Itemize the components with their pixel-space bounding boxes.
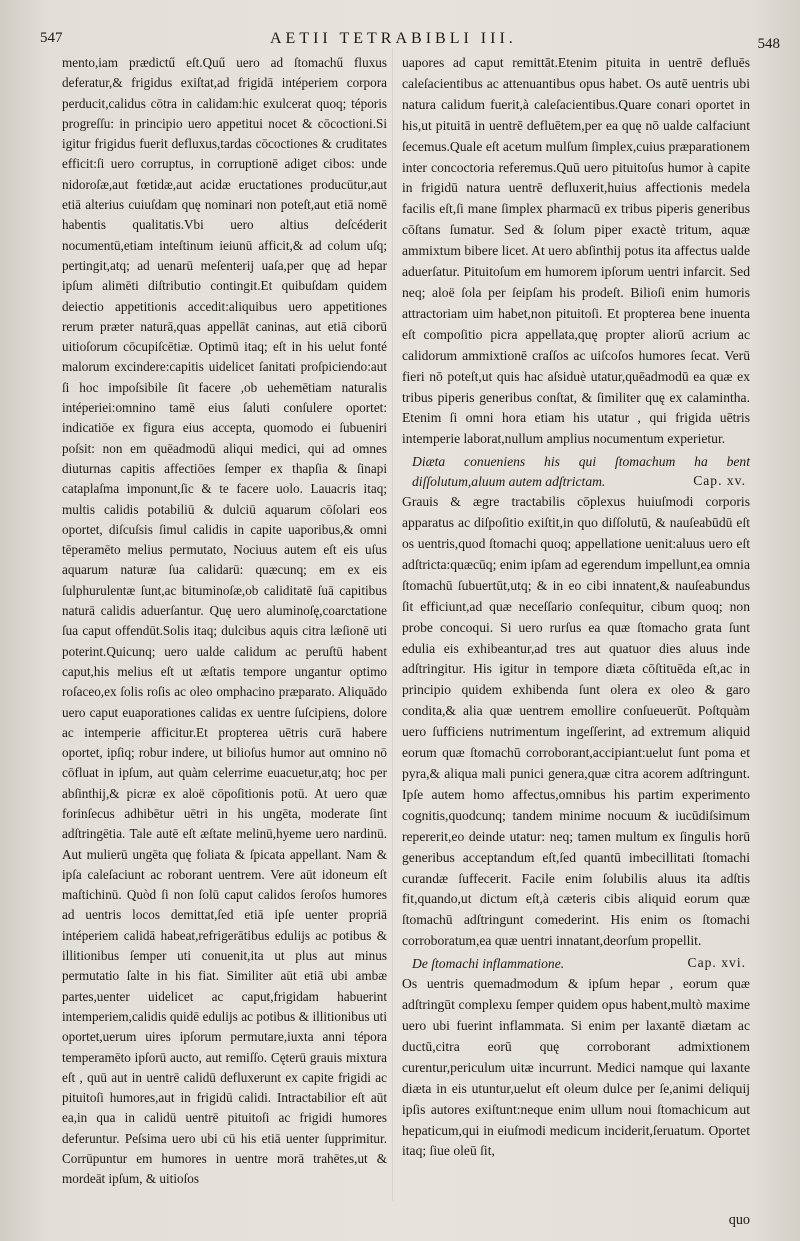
column-gutter [392, 48, 393, 1201]
folio-number-right: 548 [757, 36, 780, 52]
chapter-title-xv: Diæta conueniens his qui ſtomachum ha bent diſſolutum,aluum autem adſtrictam. [412, 454, 750, 490]
right-paragraph-2: Grauis & ægre tractabilis cōplexus huiuſmodi corporis apparatus ac diſpoſitio exiſtit,in quo diſſolutū, & nauſeabūdū eſt os uentris,quod ſtomachi quoq; appellatione uenit:aluus uero eſt adſtricta:quæcūq; enim ipſam ad egerendum impellunt,ea omnia ſtomachū ſubuertūt,utq; & in eo cibi innatent,& nauſeabundus ſit efficiunt,ad quæ neceſſario conſequitur, cibum quoq; non probe concoqui. Si uero rurſus ea quæ ſtomacho grata ſunt edulia eis exhibeantur,ad tres aut quatuor dies aluus inde adſtringitur. His igitur in tempore diæta cōſtituēda eſt,ac in principio quidem exhibenda ſunt olera ex oleo & garo condita,& alia quæ uentrem emollire conſueuerūt. Poſtquàm uero ſufficiens nutrimentum ingeſſerint, ad extremum aliquid eorum quæ ſtomachū corroborant,accipiant:uelut ſunt poma et pyra,& aliqua mali punici genera,quæ citra acorem adſtringunt. Ipſe autem homo affectus,omnibus his partim experimento cognitis,quodcunq; tandem minime nocuum & iucūdiſsimum repererit,eo deinde utatur: neq; tamen multum ex ſingulis horū generibus acceptandum eſt,ſed quantū imbecillitati ſtomachi curandæ ſuffecerit. Facile enim ſolubilis aluus ita adſtis fit,quando,ut dictum eſt,à cæteris cibis aliquid eorum quæ ſtomachū adſtringunt comederint. His enim os ſtomachi corroboratum,ea quæ uentri innatant,deorſum propellit. [402, 494, 750, 949]
left-column [62, 53, 387, 1190]
right-paragraph-3: Os uentris quemadmodum & ipſum hepar , eorum quæ adſtringūt complexu ſemper quidem opus habent,multò maxime uero ubi fuerint inflammata. Si enim per laxantē diætam ac ductū,citra eorū quę corroborant admixtionem curentur,periculum uitæ incurrunt. Medici namque qui laxante diæta in eis utuntur,uelut eſt oleum dulce per ſe,animi deliquij ipſis autores exiſtunt:neque enim ullum noui ſtomachicum aut hepaticum,qui in eiuſmodi medicum inciderit,ſeruatum. Oportet itaq; ſiue oleū ſit, [402, 976, 750, 1159]
page-header [40, 30, 780, 50]
chapter-heading-xvi [402, 954, 750, 974]
catchword: quo [728, 1212, 750, 1228]
chapter-number-xvi: Cap. xvi. [687, 955, 746, 971]
right-paragraph-1: uapores ad caput remittāt.Etenim pituita in uentrē defluēs caleſacientibus ac attenuantibus opus habet. Os autē uentris ubi natura calidum fuerit,à caleſacientibus.Quare conari oportet in his,ut pituitā in uentrē defluētem,per ea quę nō ualde calfaciunt ſecemus.Quale eſt acetum mulſum ſimplex,cuius præparationem inter concoctoria referemus.Quū uero pituitoſus humor à capite in frigidū natura uentrē defluxerit,huius affectionis medela facilis eſt,ſi mane ſimplex pharmacū ex tribus piperis generibus cōſtans ſumatur. Sed & ſolum piper exactè tritum, aquæ ammixtum bibere licet. At uero abſinthij potus ita affectus ualde aduerſatur. Pituitoſum em humorem ipſorum uentri infarcit. Sed neq; aloë ſola per ſeipſam his prodeſt. Bilioſi enim humoris attractoriam uim habet,non pituitoſi. Et propterea bene inuenta eſt compoſitio picra appellata,quę propter aliorū acrium ac calidorum ammixtionē craſſos ac uiſcoſos humores ſecat. Verū fieri nō poteſt,ut quis hac aſsiduè utatur,quēadmodū ea quæ ex tribus piperis generibus conſtat, & ſimiliter quę ex calamintha. Etenim ſi omni hora etiam his utatur , qui frigida uētris intemperie laborat,nullum amplius nocumentum experietur. [402, 55, 750, 447]
right-column [402, 53, 750, 1162]
chapter-title-xvi: De ſtomachi inflammatione. [412, 956, 565, 972]
left-column-text: mento,iam prædictű eſt.Quű uero ad ſtomachű fluxus deferatur,& frigidus exiſtat,ad frigidā intéperiem corpora perducit,calidus cōtra in calidam:hic exulcerat quoq; téporis progreſſu: in principio uero appetitui nocet & cōcoctioni.Si igitur frigidus fuerit defluxus,tardas cōcoctiones & cruditates efficit:ſi uero corruptus, in corruptionē adiget cibos: unde nidoroſæ,aut fœtidæ,aut acidæ eructationes producūtur,aut etiā alterius cuiuſdam quę nominari non poteſt,aut etiā nomē habentis qualitatis.Vbi uero altius deſcéderit nocumentū,etiam inteſtinum ieiunū afficit,& ad colum uſq; pertingit,atq; ad uenarū meſenterij uaſa,per quę ad hepar ipſum alimēti diſtributio contingit.Et quibuſdam quidem deiectio appetitionis accedit:aliquibus uero appetitiones rerum præter naturā,quas appellāt caninas, aut etiā ciborū uitioſorum cōcupiſcētiæ. Optimū itaq; eſt in his uelut fonté malorum excindere:capitis uidelicet ſanitati proſpiciendo:aut ſi hoc impoſsibile ſit facere ,ob uehemētiam naturalis intéperiei:omnino tamē eius ſaluti conſulere oportet: indicatiōe ex figura eius accepta, quomodo ei ſubueniri poſsit: non em quēadmodū aliqui medici, qui ad omnes diuturnas capitis affectiōes ſemper ex thapſia & ſinapi cataplaſma imponunt,ſic & te facere uolo. Lauacris itaq; multis calidis potabiliū & dulciū aquarum cōſolari eos oportet, diſcuſsis ſimul calidis in capite uaporibus,& omni tēperamēto melius permutato, Nociuus autem eſt eis uſus aquarum naturæ ſua calidarū: quæcunq; em ex eis ſulphurulentæ ſunt,ac bituminoſæ,ob caliditatē ſuā capitibus naturā calidis aduerſantur. Quę uero aluminoſę,coarctatione ſua caput offendūt.Solis itaq; dulcibus aquis citra læſionē uti poterint.Quicunq; uero ualde calidum ac peruſtū habent caput,his melius eſt ut æſtatis tempore ungantur optimo roſaceo,ex ſolis roſis ac oleo omphacino præparato. Aliquādo uero caput euaporationes calidas ex uentre ſuſcipiens, dolore ac intemperie afficitur.Et propterea uētris curā habere oportet, ipſiq; robur indere, ut bilioſus humor aut omnino nō cōfluat in ipſum, aut quàm celerrime euacuetur,atq; hoc per abſinthij,& picræ ex aloë cōpoſitionis potū. At uero quæ forinſecus adhibētur uētri in his ungēta, moderate ſint adſtringētia. Tale autē eſt æſtate melinū,hyeme uero nardinū. Aut mulierū ungēta quę foliata & ſpicata appellant. Nam & ipſa caleſaciunt ac roborant uentrem. Vere aūt idoneum eſt maſtichinū. Quòd ſi non ſolū caput calidos ſeroſos humores ad uentris locos demittat,ſed etiā ipſe uenter propriā intéperiem calidā habeat,refrigerātibus edulijs ac potibus & illitionibus ſemper uti conuenit,ita ut plus aut minus permutatio ſalte in his fiat. Similiter aūt etiā ubi ambæ partes,uenter uidelicet ac caput,frigidam habuerint intemperiem,calidis quidē edulijs ac potibus & illitionibus uti oportet,uerum uires ipſorum permutare,iuxta anni tépora temperamēto ipſorū aucto, aut remiſſo. Cęterū grauis mixtura eſt , quū aut in uentrē calidū defluxerunt ex capite frigidi ac pituitoſi humores,aut in frigidū calidi. Intractabilior eſt aūt ea,in qua in calidū uentrē pituitoſi ac frigidi humores deferuntur. Peſsima uero ubi cū his etiā uenter ſupprimitur. Corrūpuntur em humores in uentre morā trahētes,ut & mordeāt ipſum, & uitioſos [62, 55, 387, 1187]
chapter-number-xv: Cap. xv. [693, 473, 746, 489]
chapter-heading-xv [402, 452, 750, 492]
running-title: AETII TETRABIBLI III. [270, 30, 517, 47]
folio-number-left: 547 [40, 30, 63, 46]
